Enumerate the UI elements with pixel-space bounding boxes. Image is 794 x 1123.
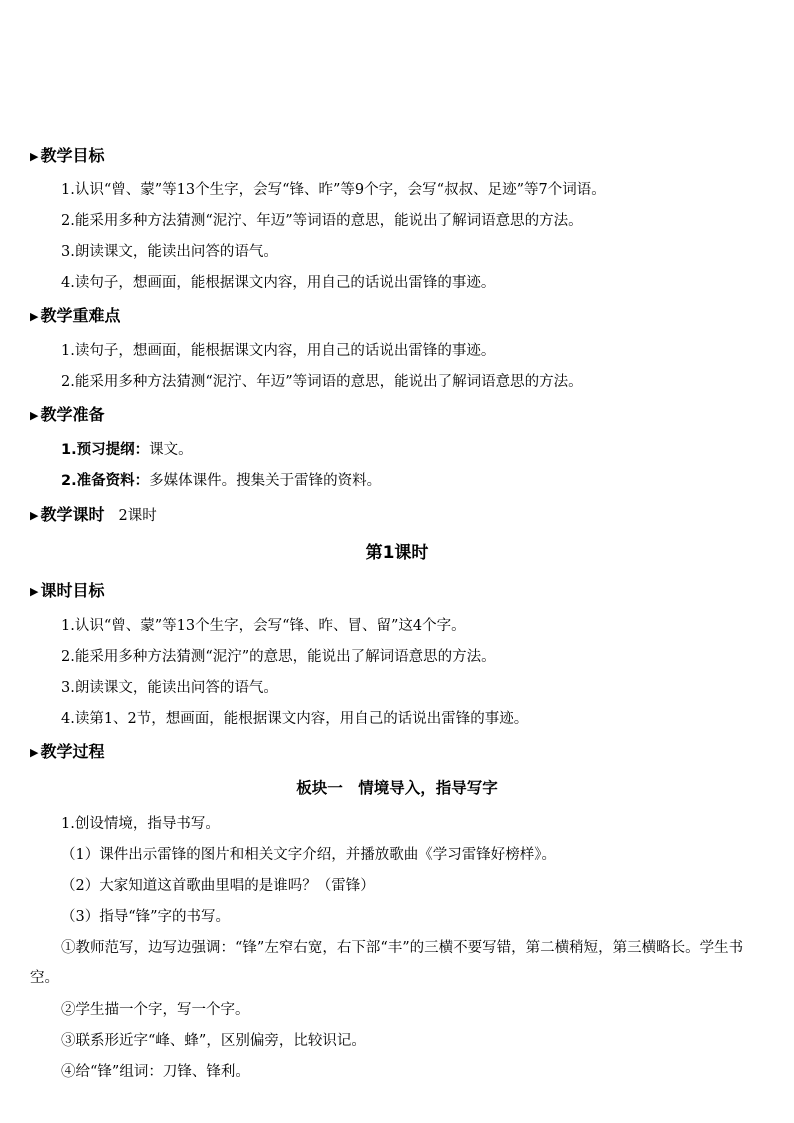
section-heading-goals xyxy=(30,145,104,168)
goal-item: 3.朗读课文，能读出问答的语气。 xyxy=(61,244,278,260)
section-title: 教学准备 xyxy=(40,405,105,424)
section-title: 教学课时 xyxy=(40,505,105,524)
process-paragraph: ①教师范写，边写边强调：“锋”左窄右宽，右下部“丰”的三横不要写错，第二横稍短，第三横略长。学生书空。 xyxy=(30,940,744,986)
process-line: （2）大家知道这首歌曲里唱的是谁吗？（雷锋） xyxy=(61,878,375,894)
goal-item: 4.读句子，想画面，能根据课文内容，用自己的话说出雷锋的事迹。 xyxy=(61,275,496,291)
lesson-goal-item: 1.认识“曾、蒙”等13个生字，会写“锋、昨、冒、留”这4个字。 xyxy=(61,618,466,634)
lesson-goal-item: 3.朗读课文，能读出问答的语气。 xyxy=(61,680,278,696)
section-heading-hours xyxy=(30,504,157,527)
process-line: 1.创设情境，指导书写。 xyxy=(61,816,220,832)
preparation-label: 1.预习提纲： xyxy=(61,442,150,458)
section-title: 教学过程 xyxy=(40,742,105,761)
block-title: 板块一 情境导入，指导写字 xyxy=(296,779,498,797)
section-title: 教学目标 xyxy=(40,146,105,165)
preparation-item xyxy=(61,440,193,460)
goal-item: 1.认识“曾、蒙”等13个生字，会写“锋、昨”等9个字，会写“叔叔、足迹”等7个词语。 xyxy=(61,182,606,198)
process-step: ③联系形近字“峰、蜂”，区别偏旁，比较识记。 xyxy=(61,1033,366,1049)
key-point-item: 2.能采用多种方法猜测“泥泞、年迈”等词语的意思，能说出了解词语意思的方法。 xyxy=(61,374,583,390)
preparation-text: 多媒体课件。搜集关于雷锋的资料。 xyxy=(149,473,382,489)
process-step: ②学生描一个字，写一个字。 xyxy=(61,1002,250,1018)
triangle-marker-icon: ▶ xyxy=(30,746,39,759)
preparation-item xyxy=(61,471,381,491)
key-point-item: 1.读句子，想画面，能根据课文内容，用自己的话说出雷锋的事迹。 xyxy=(61,343,496,359)
section-heading-preparation xyxy=(30,404,104,427)
preparation-text: 课文。 xyxy=(149,442,193,458)
preparation-label: 2.准备资料： xyxy=(61,473,150,489)
lesson-goal-item: 2.能采用多种方法猜测“泥泞”的意思，能说出了解词语意思的方法。 xyxy=(61,649,496,665)
triangle-marker-icon: ▶ xyxy=(30,409,39,422)
triangle-marker-icon: ▶ xyxy=(30,310,39,323)
triangle-marker-icon: ▶ xyxy=(30,509,39,522)
section-title: 课时目标 xyxy=(40,581,105,600)
triangle-marker-icon: ▶ xyxy=(30,150,39,163)
section-heading-key-points xyxy=(30,305,120,328)
hours-value: 2课时 xyxy=(118,508,157,524)
goal-item: 2.能采用多种方法猜测“泥泞、年迈”等词语的意思，能说出了解词语意思的方法。 xyxy=(61,213,583,229)
section-heading-lesson-goals xyxy=(30,580,104,603)
process-step: ④给“锋”组词：刀锋、锋利。 xyxy=(61,1064,250,1080)
triangle-marker-icon: ▶ xyxy=(30,585,39,598)
section-heading-process xyxy=(30,741,104,764)
process-line: （3）指导“锋”字的书写。 xyxy=(61,909,231,925)
process-line: （1）课件出示雷锋的图片和相关文字介绍，并播放歌曲《学习雷锋好榜样》。 xyxy=(61,847,556,863)
lesson-goal-item: 4.读第1、2节，想画面，能根据课文内容，用自己的话说出雷锋的事迹。 xyxy=(61,711,529,727)
lesson-title: 第1课时 xyxy=(365,543,429,563)
section-title: 教学重难点 xyxy=(40,306,121,325)
